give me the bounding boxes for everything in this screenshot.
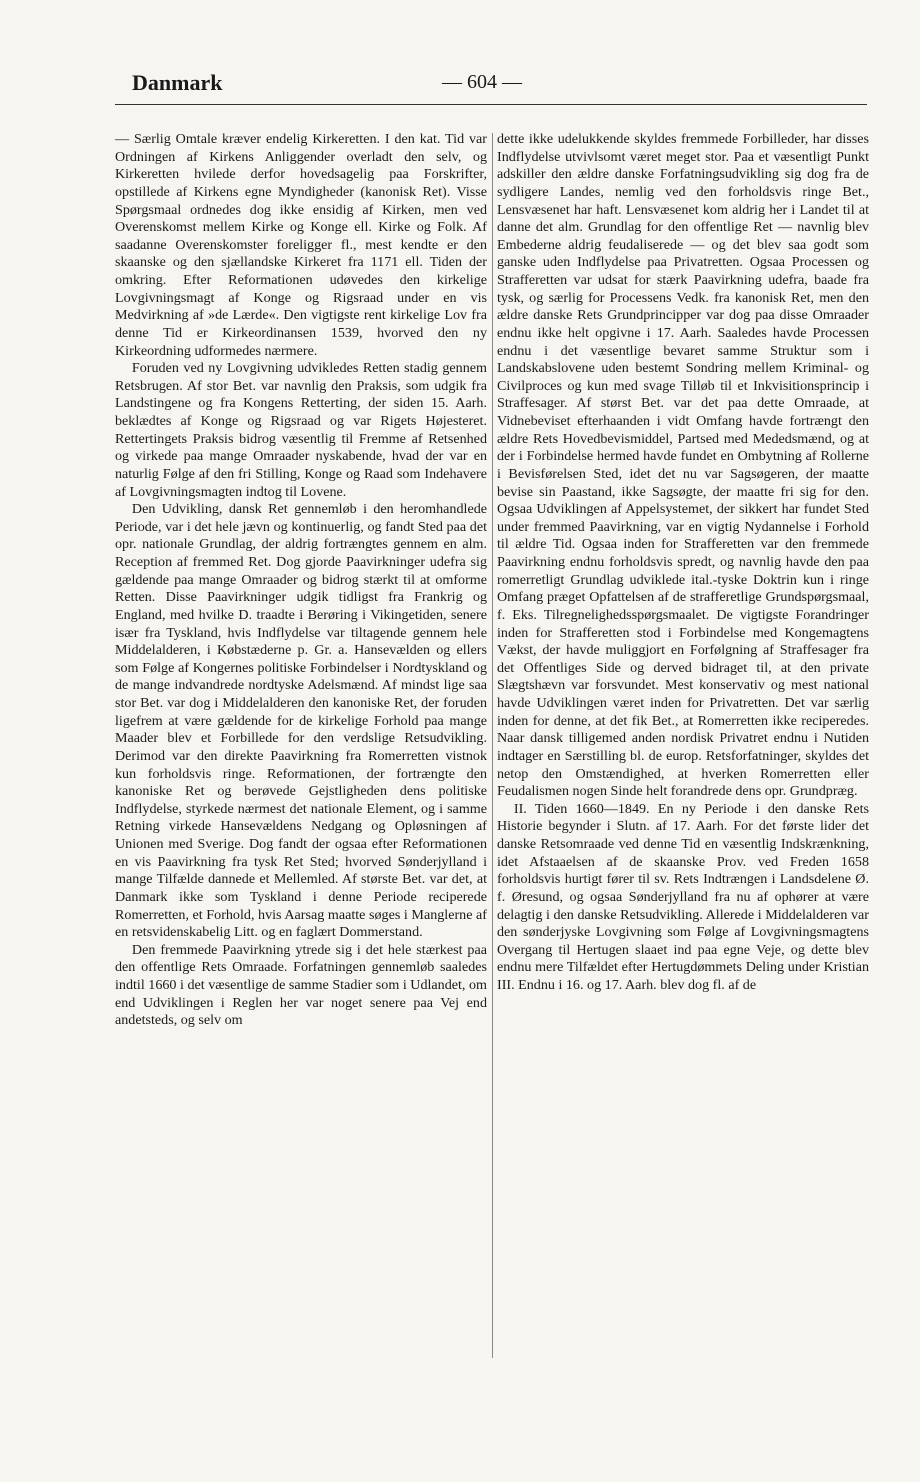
paragraph: — Særlig Omtale kræver endelig Kirkeretten. I den kat. Tid var Ordningen af Kirkens Anliggender overladt den selv, og Kirkeretten hvilede derfor hovedsagelig paa Forskrifter, opstillede af Kirkens egne Myndigheder (kanonisk Ret). Visse Spørgsmaal ordnedes dog ikke ensidig af Kirken, men ved Overenskomst mellem Kirke og Konge ell. Kirke og Folk. Af saadanne Overenskomster foreligger fl., mest kendte er den skaanske og den sjællandske Kirkeret fra 1171 ell. Tiden der omkring. Efter Reformationen udøvedes den kirkelige Lovgivningsmagt af Konge og Rigsraad under en vis Medvirkning af »de Lærde«. Den vigtigste rent kirkelige Lov fra denne Tid er Kirkeordinansen 1539, hvorved den ny Kirkeordning udformedes nærmere. bbox=[115, 131, 487, 359]
running-head: Danmark bbox=[132, 70, 223, 95]
paragraph: Foruden ved ny Lovgivning udvikledes Retten stadig gennem Retsbrugen. Af stor Bet. var navnlig den Praksis, som udgik fra Landstingene og fra Kongens Retterting, der siden 15. Aarh. beklædtes af Konge og Rigsraad og var Rigets Højesteret. Rettertingets Praksis bidrog væsentlig til Fremme af Retsenhed og virkede paa mange Omraader nyskabende, hvad der var en naturlig Følge af den fri Stilling, Konge og Raad som Indehavere af Lovgivningsmagten indtog til Lovene. bbox=[115, 360, 487, 500]
header-rule bbox=[115, 104, 867, 105]
paragraph: II. Tiden 1660—1849. En ny Periode i den danske Rets Historie begynder i Slutn. af 17. Aarh. For det første lider det danske Retsomraade ved denne Tid en væsentlig Indskrænkning, idet Afstaaelsen af de skaanske Prov. ved Freden 1658 forholdsvis hurtigt fører til sv. Rets Indtrængen i Landsdelene Ø. f. Øresund, og ogsaa Sønderjylland fra nu af ophører at være delagtig i den danske Retsudvikling. Allerede i Middelalderen var den sønderjyske Lovgivning som Følge af Lovgivningsmagtens Overgang til Hertugen slaaet ind paa egne Veje, og dette blev endnu mere Tilfældet efter Hertugdømmets Deling under Kristian III. Endnu i 16. og 17. Aarh. blev dog fl. af de bbox=[497, 800, 869, 993]
paragraph: dette ikke udelukkende skyldes fremmede Forbilleder, har disses Indflydelse utvivlsomt været meget stor. Paa et væsentligt Punkt adskiller den ældre danske Forfatningsudvikling sig dog fra de sydligere Landes, nemlig ved den forholdsvis ringe Bet., Lensvæsenet har haft. Lensvæsenet kom aldrig her i Landet til at danne det alm. Grundlag for den offentlige Ret — navnlig blev Embederne aldrig feudaliserede — og det blev saa godt som ganske uden Indflydelse paa Privatretten. Ogsaa Processen og Strafferetten var udsat for stærk Paavirkning udefra, baade fra tysk, og særlig for Processens Vedk. fra kanonisk Ret, men den ældre danske Rets Grundprincipper var dog paa disse Omraader endnu ikke helt opgivne i 17. Aarh. Saaledes havde Processen endnu i det væsentlige bevaret samme Struktur som i Landskabslovene uden bestemt Sondring mellem Kriminal- og Civilproces og kun med svage Tilløb til et Inkvisitionsprincip i Straffesager. Af størst Bet. var det paa dette Omraade, at Vidnebeviset efterhaanden i vidt Omfang havde fortrængt den ældre Rets Hovedbevismiddel, Partsed med Mededsmænd, og at der i Forbindelse hermed havde fundet en Ombytning af Rollerne i Bevisførelsen Sted, idet det nu var Sagsøgeren, der maatte bevise sin Paastand, ikke Sagsøgte, der maatte fri sig for den. Ogsaa Udviklingen af Appelsystemet, der sikkert har fundet Sted under fremmed Paavirkning, var en vigtig Nydannelse i Forhold til ældre Tid. Ogsaa inden for Strafferetten var den fremmede Paavirkning endnu forholdsvis spredt, og navnlig havde den paa romerretligt Grundlag udviklede ital.-tyske Doktrin kun i ringe Omfang præget Opfattelsen af de strafferetlige Grundspørgsmaal, f. Eks. Tilregnelighedsspørgsmaalet. De vigtigste Forandringer inden for Strafferetten stod i Forbindelse med Kongemagtens Vækst, der havde muliggjort en Forfølgning af Straffesager fra det Offentliges Side og derved bidraget til, at den private Slægtshævn var forsvundet. Mest konservativ og mest national havde Udviklingen været inden for Privatretten. Det var særlig inden for denne, at det fik Bet., at Romerretten ikke reciperedes. Naar dansk tilligemed anden nordisk Privatret endnu i Nutiden indtager en Særstilling bl. de europ. Retsforfatninger, skyldes det netop den Omstændighed, at hverken Romerretten eller Feudalismen nogen Sinde helt forandrede dens opr. Grundpræg. bbox=[497, 131, 869, 800]
column-divider bbox=[492, 133, 493, 1358]
right-column bbox=[497, 131, 869, 995]
page-header bbox=[132, 70, 867, 100]
paragraph: Den fremmede Paavirkning ytrede sig i det hele stærkest paa den offentlige Rets Omraade. Forfatningen gennemløb saaledes indtil 1660 i det væsentlige de samme Stadier som i Udlandet, om end Udviklingen i Reglen her var noget senere paa Vej end andetsteds, og selv om bbox=[115, 941, 487, 1029]
page-number: — 604 — bbox=[442, 71, 522, 93]
paragraph: Den Udvikling, dansk Ret gennemløb i den heromhandlede Periode, var i det hele jævn og kontinuerlig, og fandt Sted paa det opr. nationale Grundlag, der aldrig fortrængtes gennem en alm. Reception af fremmed Ret. Dog gjorde Paavirkninger udefra sig gældende paa mange Omraader og bidrog stærkt til at omforme Retten. Disse Paavirkninger udgik tidligst fra Frankrig og England, med hvilke D. traadte i Berøring i Vikingetiden, senere især fra Tyskland, hvis Indflydelse var tiltagende gennem hele Middelalderen, i Købstæderne p. Gr. a. Hansevælden og ellers som Følge af Kongernes politiske Forbindelser i Nordtyskland og de mange indvandrede nordtyske Adelsmænd. Af mindst lige saa stor Bet. var dog i Middelalderen den kanoniske Ret, der foruden ligefrem at være gældende for de kirkelige Forhold paa mange Maader blev et Forbillede for den verdslige Retsudvikling. Derimod var den direkte Paavirkning fra Romerretten vistnok kun forholdsvis ringe. Reformationen, der fortrængte den kanoniske Ret og berøvede Gejstligheden dens politiske Indflydelse, styrkede nærmest det nationale Element, og i samme Retning virkede Hansevældens Nedgang og Opløsningen af Unionen med Sverige. Dog fandt der ogsaa efter Reformationen en vis Paavirkning fra tysk Ret Sted; hvorved Sønderjylland i mange Tilfælde dannede et Mellemled. Af største Bet. var det, at Danmark ikke som Tyskland i denne Periode reciperede Romerretten, et Forhold, hvis Aarsag maatte søges i Manglerne af en retsvidenskabelig Litt. og en faglært Dommerstand. bbox=[115, 501, 487, 941]
left-column bbox=[115, 131, 487, 1030]
